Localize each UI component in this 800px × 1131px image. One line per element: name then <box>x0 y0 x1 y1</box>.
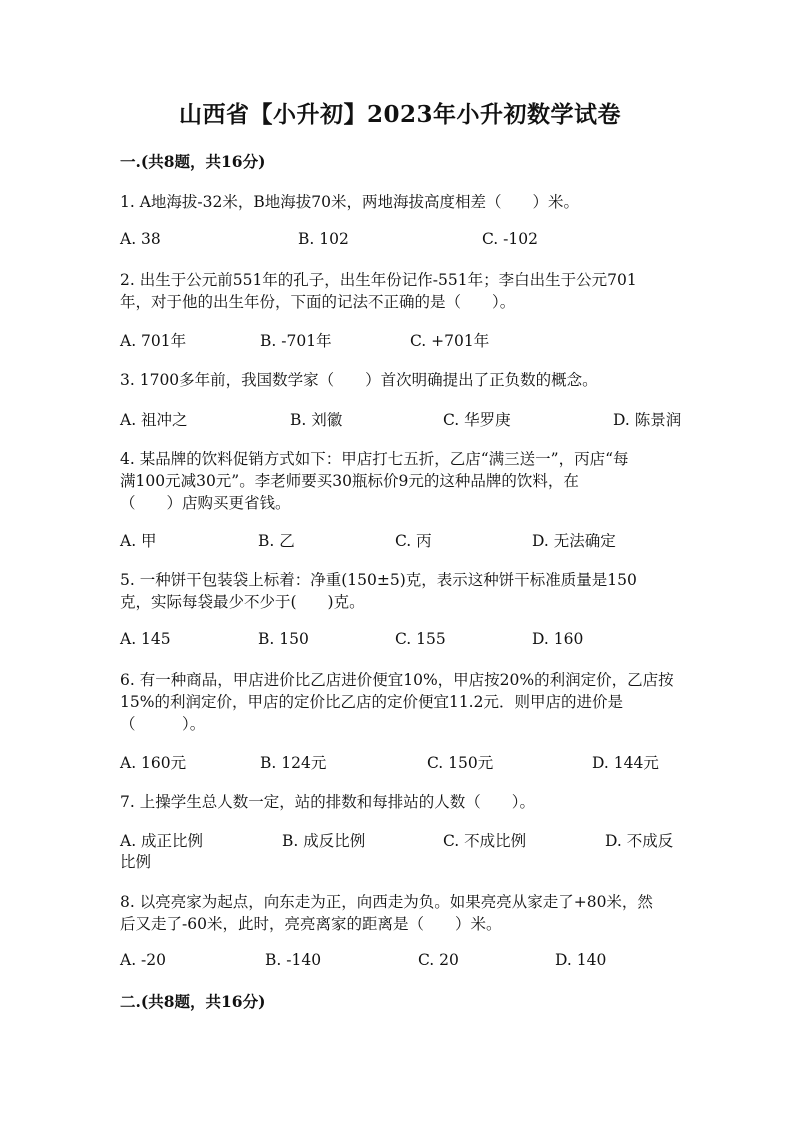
question-4-text-line-1: 4. 某品牌的饮料促销方式如下：甲店打七五折，乙店“满三送一”，丙店“每 <box>120 450 629 468</box>
question-3-option-b: B. 刘徽 <box>290 411 343 429</box>
question-3-option-c: C. 华罗庚 <box>443 411 511 429</box>
question-4-text-line-2: 满100元减30元”。李老师要买30瓶标价9元的这种品牌的饮料，在 <box>120 472 579 490</box>
question-2-text-line-1: 2. 出生于公元前551年的孔子，出生年份记作-551年；李白出生于公元701 <box>120 271 637 289</box>
question-7-option-d: D. 不成反 <box>605 832 674 850</box>
question-1-option-c: C. -102 <box>482 230 538 248</box>
question-7-option-a: A. 成正比例 <box>120 832 204 850</box>
question-2-option-a: A. 701年 <box>120 332 187 350</box>
question-5-option-b: B. 150 <box>258 630 309 648</box>
question-1-option-b: B. 102 <box>298 230 349 248</box>
question-2-option-b: B. -701年 <box>260 332 332 350</box>
question-2-text-line-2: 年，对于他的出生年份，下面的记法不正确的是（ ）。 <box>120 293 516 311</box>
question-6-option-a: A. 160元 <box>120 754 187 772</box>
question-8-option-b: B. -140 <box>265 951 322 969</box>
question-5-text-line-1: 5. 一种饼干包装袋上标着：净重(150±5)克，表示这种饼干标准质量是150 <box>120 571 637 589</box>
question-7-text: 7. 上操学生总人数一定，站的排数和每排站的人数（ ）。 <box>120 793 535 811</box>
question-4-text-line-3: （ ）店购买更省钱。 <box>120 494 291 512</box>
question-1-option-a: A. 38 <box>120 230 161 248</box>
question-3-option-d: D. 陈景润 <box>613 411 682 429</box>
question-7-option-c: C. 不成比例 <box>443 832 527 850</box>
question-8-option-a: A. -20 <box>120 951 167 969</box>
question-6-text-line-2: 15%的利润定价，甲店的定价比乙店的定价便宜11.2元．则甲店的进价是 <box>120 693 623 711</box>
question-8-text-line-2: 后又走了-60米，此时，亮亮离家的距离是（ ）米。 <box>120 915 502 933</box>
question-2-option-c: C. +701年 <box>410 332 490 350</box>
question-5-option-c: C. 155 <box>395 630 446 648</box>
section-heading-1: 一.(共8题，共16分) <box>120 152 266 171</box>
question-6-option-b: B. 124元 <box>260 754 327 772</box>
question-6-option-d: D. 144元 <box>592 754 659 772</box>
question-7-option-b: B. 成反比例 <box>282 832 366 850</box>
question-6-text-line-1: 6. 有一种商品，甲店进价比乙店进价便宜10%，甲店按20%的利润定价，乙店按 <box>120 671 674 689</box>
question-4-option-b: B. 乙 <box>258 532 295 550</box>
question-1-text: 1. A地海拔-32米，B地海拔70米，两地海拔高度相差（ ）米。 <box>120 193 579 211</box>
question-6-option-c: C. 150元 <box>427 754 494 772</box>
question-5-text-line-2: 克，实际每袋最少不少于( )克。 <box>120 593 365 611</box>
question-3-text: 3. 1700多年前，我国数学家（ ）首次明确提出了正负数的概念。 <box>120 371 598 389</box>
question-4-option-a: A. 甲 <box>120 532 157 550</box>
question-3-option-a: A. 祖冲之 <box>120 411 188 429</box>
question-5-option-d: D. 160 <box>532 630 584 648</box>
question-8-text-line-1: 8. 以亮亮家为起点，向东走为正，向西走为负。如果亮亮从家走了+80米，然 <box>120 893 653 911</box>
section-heading-2: 二.(共8题，共16分) <box>120 992 266 1011</box>
question-6-text-line-3: （ ）。 <box>120 715 206 733</box>
question-4-option-d: D. 无法确定 <box>532 532 616 550</box>
question-5-option-a: A. 145 <box>120 630 171 648</box>
question-8-option-d: D. 140 <box>555 951 607 969</box>
page-title: 山西省【小升初】2023年小升初数学试卷 <box>178 101 621 128</box>
question-4-option-c: C. 丙 <box>395 532 432 550</box>
question-7-option-d-wrap: 比例 <box>120 853 152 871</box>
question-8-option-c: C. 20 <box>418 951 459 969</box>
